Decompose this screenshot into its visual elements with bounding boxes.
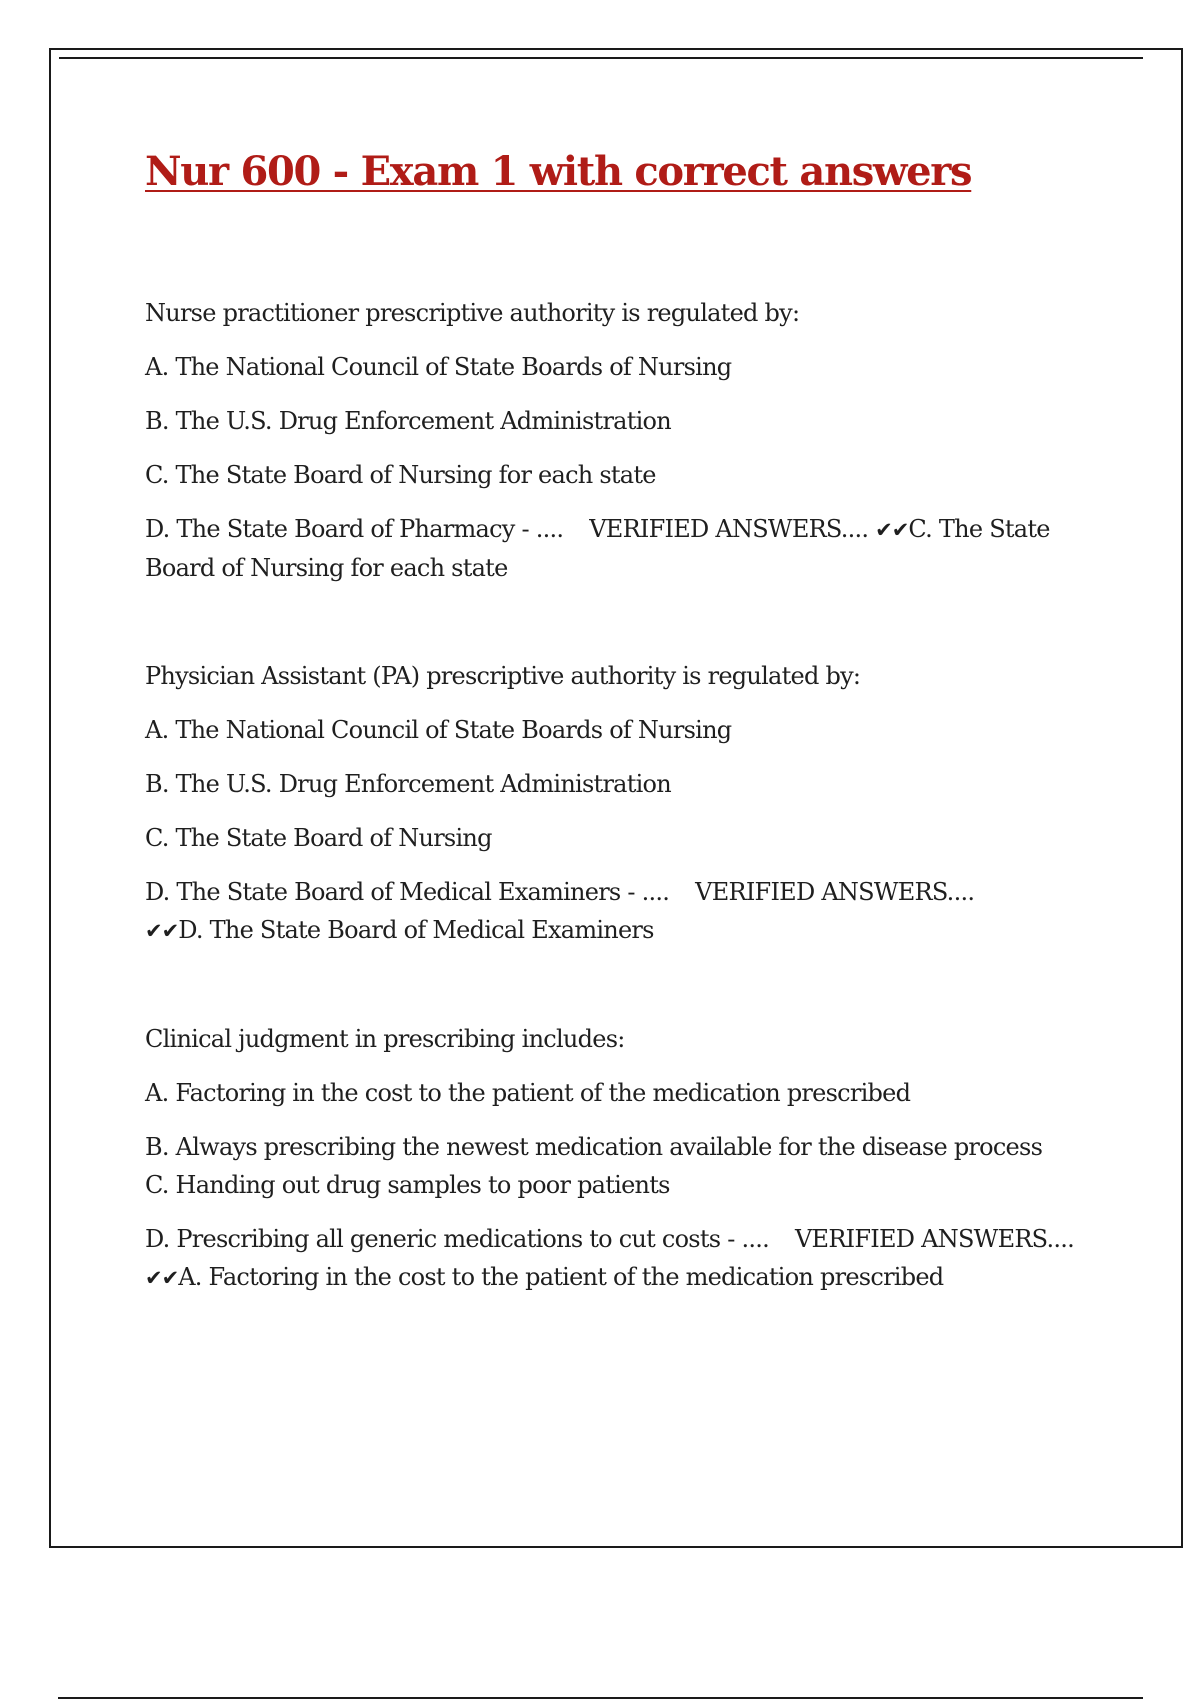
correct-answer: C. The State Board of Nursing for each state (145, 515, 1050, 582)
question-block-1 (145, 294, 1085, 587)
answer-option-a: A. The National Council of State Boards of Nursing (145, 716, 732, 744)
document-title: Nur 600 - Exam 1 with correct answers (145, 148, 972, 195)
answer-option-c: C. Handing out drug samples to poor patients (145, 1171, 670, 1199)
question-block-3 (145, 1020, 1085, 1297)
answer-option-d: D. The State Board of Pharmacy - .... (145, 515, 564, 543)
correct-answer: A. Factoring in the cost to the patient of the medication prescribed (178, 1263, 944, 1291)
answer-option-c: C. The State Board of Nursing for each state (145, 461, 656, 489)
top-rule (59, 57, 1143, 59)
question-prompt: Clinical judgment in prescribing includes: (145, 1025, 625, 1053)
question-prompt: Physician Assistant (PA) prescriptive authority is regulated by: (145, 662, 861, 690)
answer-option-d: D. The State Board of Medical Examiners - .... (145, 878, 670, 906)
document-body (145, 148, 1085, 1297)
answer-option-b: B. The U.S. Drug Enforcement Administration (145, 407, 671, 435)
verified-label: VERIFIED ANSWERS.... (589, 515, 869, 543)
double-check-icon: ✔✔ (145, 919, 179, 943)
bottom-rule (58, 1697, 1143, 1699)
question-block-2 (145, 657, 1085, 950)
answer-option-d: D. Prescribing all generic medications to cut costs - .... (145, 1225, 769, 1253)
correct-answer: D. The State Board of Medical Examiners (178, 916, 654, 944)
answer-option-d-with-answer (145, 510, 1085, 587)
answer-option-d-with-answer (145, 873, 1085, 950)
verified-label: VERIFIED ANSWERS.... (794, 1225, 1075, 1253)
answer-option-a: A. The National Council of State Boards of Nursing (145, 353, 732, 381)
double-check-icon: ✔✔ (875, 518, 909, 542)
answer-option-c: C. The State Board of Nursing (145, 824, 492, 852)
answer-option-a: A. Factoring in the cost to the patient of the medication prescribed (145, 1079, 911, 1107)
answer-option-b: B. Always prescribing the newest medication available for the disease process (145, 1133, 1043, 1161)
answer-option-b: B. The U.S. Drug Enforcement Administration (145, 770, 671, 798)
verified-label: VERIFIED ANSWERS.... (695, 878, 975, 906)
question-prompt: Nurse practitioner prescriptive authority is regulated by: (145, 299, 800, 327)
answer-option-d-with-answer (145, 1220, 1085, 1297)
double-check-icon: ✔✔ (145, 1266, 179, 1290)
